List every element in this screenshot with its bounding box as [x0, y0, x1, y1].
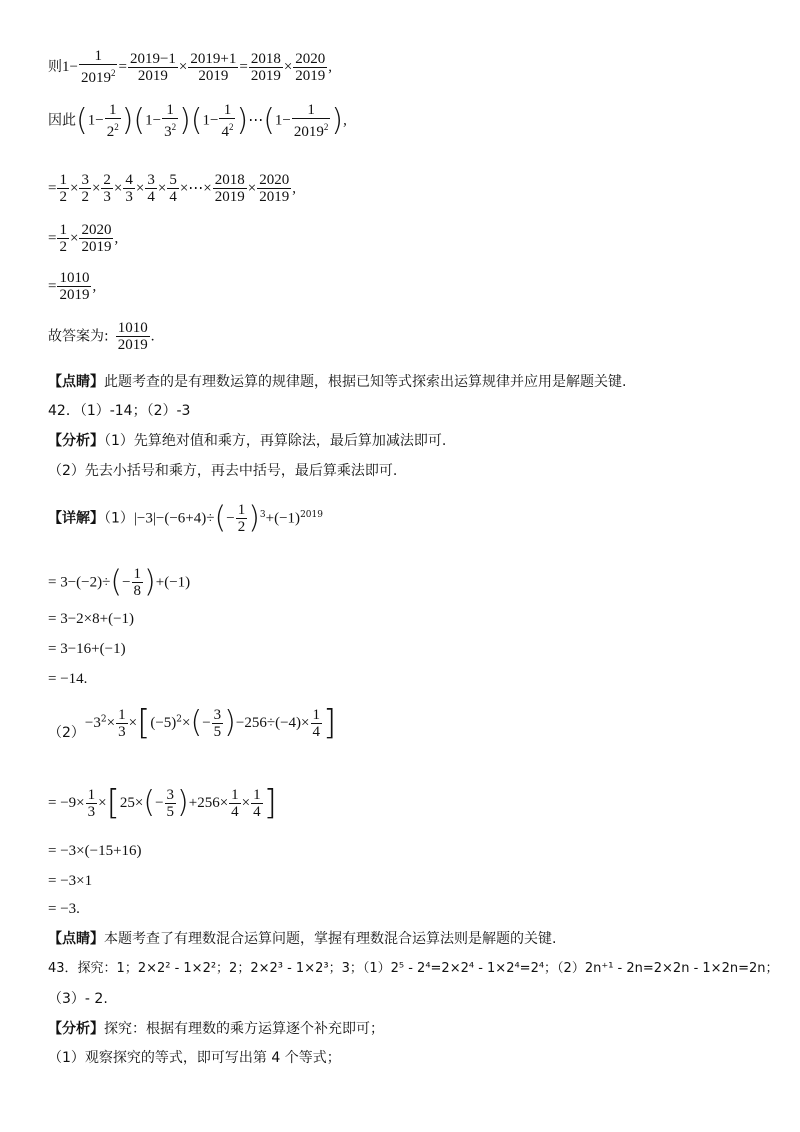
answer-line: 故答案为: $\frac{1010}{2019}$ .: [48, 320, 155, 353]
detail-line-2: = 3−(−2)÷(− $\frac{1}{8}$ )+(−1): [48, 564, 191, 600]
problem-43-answer-2: （3）- 2.: [48, 991, 108, 1007]
analysis-line-4: （1）观察探究的等式，即可写出第 4 个等式；: [48, 1050, 341, 1066]
equation-line-3: = $\frac{1}{2}$ × $\frac{3}{2}$ × $\frac{2}{3}$ × $\frac{4}{3}$ × $\frac{3}{4}$ × $\frac{5}{4}$ ×⋯× $\frac{2018}{2019}$ × $\frac{2020}{2019}$ ,: [48, 172, 296, 205]
detail-line-1: 【详解】（1）|−3|−(−6+4)÷(− $\frac{1}{2}$ )$^3+(-1)^{2019}$: [48, 500, 323, 536]
fraction: $\frac{2018}{2019}$: [250, 50, 281, 84]
detail-part2-line-5: = −3.: [48, 901, 80, 917]
fraction: $\frac{1}{2^2}$: [106, 102, 119, 140]
analysis-line-3: 【分析】探究：根据有理数的乘方运算逐个补充即可；: [48, 1021, 384, 1037]
fraction: $\frac{2019-1}{2019}$: [129, 50, 176, 84]
fraction: $\frac{1}{3^2}$: [164, 102, 177, 140]
equation-line-5: = $\frac{1010}{2019}$ ,: [48, 270, 97, 303]
equation-line-4: = $\frac{1}{2}$ × $\frac{2020}{2019}$ ,: [48, 222, 119, 255]
text-therefore: 因此: [48, 112, 76, 129]
detail-part2-line-2: = −9× $\frac{1}{3}$ ×[25×(− $\frac{3}{5}$ )+256× $\frac{1}{4}$ × $\frac{1}{4}$ ]: [48, 783, 277, 823]
problem-43-answer: 43．探究：1；2×2² - 1×2²；2；2×2³ - 1×2³；3；（1）2⁵ - 2⁴=2×2⁴ - 1×2⁴=2⁴；（2）2n⁺¹ - 2n=2×2n - 1×2n=2n；: [48, 961, 779, 976]
fraction: $\frac{1}{2019^2}$: [80, 48, 116, 86]
comment-line: 【点睛】此题考查的是有理数运算的规律题，根据已知等式探索出运算规律并应用是解题关键.: [48, 374, 627, 390]
detail-part2-line-1: $(2)-3^2\times$ $\frac{1}{3}$ $\times[(-5)^2\times(-$ $\frac{3}{5}$ )−256÷(−4)× $\frac{1}{4}$ ]: [48, 703, 337, 743]
detail-part2-line-3: = −3×(−15+16): [48, 843, 142, 859]
detail-part2-line-4: = −3×1: [48, 873, 93, 889]
comment-line-2: 【点睛】本题考查了有理数混合运算问题，掌握有理数混合运算法则是解题的关键.: [48, 931, 557, 947]
equation-line-2: 因此(1− $\frac{1}{2^2}$ )(1− $\frac{1}{3^2}$ )(1− $\frac{1}{4^2}$ )⋯(1− $\frac{1}{2019^2}$ ),: [48, 102, 347, 140]
text-then: 则: [48, 59, 62, 75]
fraction: $\frac{2019+1}{2019}$: [190, 50, 237, 84]
fraction: $\frac{1}{4^2}$: [221, 102, 234, 140]
analysis-line: 【分析】（1）先算绝对值和乘方，再算除法，最后算加减法即可.: [48, 433, 447, 449]
problem-42-answer: 42．（1）-14；（2）-3: [48, 403, 191, 419]
analysis-line-2: （2）先去小括号和乘方，再去中括号，最后算乘法即可.: [48, 463, 398, 479]
equation-line-1: 则1− $\frac{1}{2019^2}$ = $\frac{2019-1}{2019}$ × $\frac{2019+1}{2019}$ = $\frac{2018}{2019}$ × $\frac{2020}{2019}$ ,: [48, 48, 333, 86]
fraction: $\frac{1}{2019^2}$: [293, 102, 329, 140]
detail-line-3: = 3−2×8+(−1): [48, 611, 135, 627]
detail-line-4: = 3−16+(−1): [48, 641, 126, 657]
detail-line-5: = −14.: [48, 671, 88, 687]
fraction: $\frac{2020}{2019}$: [295, 50, 326, 84]
